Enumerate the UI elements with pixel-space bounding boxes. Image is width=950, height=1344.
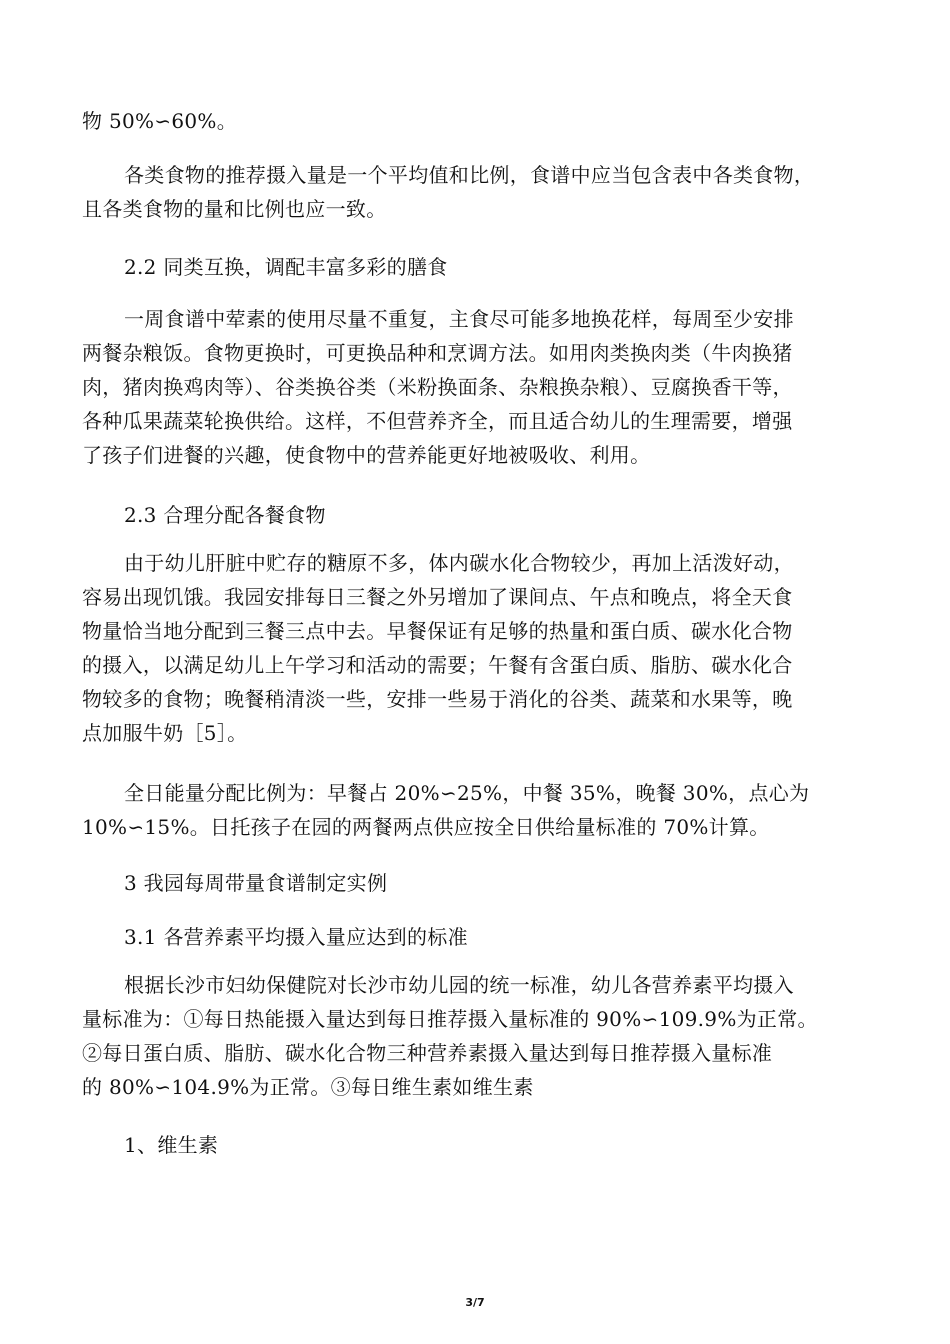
section-heading-2-3: 2.3 合理分配各餐食物: [124, 503, 326, 527]
section-heading-2-2: 2.2 同类互换，调配丰富多彩的膳食: [124, 255, 448, 279]
paragraph-food-intake: 各类食物的推荐摄入量是一个平均值和比例，食谱中应当包含表中各类食物， 且各类食物的量和比例也应一致。: [82, 163, 815, 221]
paragraph-energy-ratio: 全日能量分配比例为：早餐占 20%∽25%，中餐 35%，晚餐 30%，点心为 10%∽15%。日托孩子在园的两餐两点供应按全日供给量标准的 70%计算。: [82, 781, 810, 839]
section-heading-3: 3 我园每周带量食谱制定实例: [124, 871, 388, 895]
page-number: 3/7: [465, 1296, 485, 1309]
section-heading-3-1: 3.1 各营养素平均摄入量应达到的标准: [124, 925, 468, 949]
paragraph-food-swap: 一周食谱中荤素的使用尽量不重复，主食尽可能多地换花样，每周至少安排 两餐杂粮饭。食物更换时，可更换品种和烹调方法。如用肉类换肉类（牛肉换猪 肉，猪肉换鸡肉等）、谷类换谷类（米粉换面条、杂粮换杂粮）、豆腐换香干等， 各种瓜果蔬菜轮换供给。这样，不但营养齐全，而且适合幼儿的生理需要，增强 了孩子们进餐的兴趣，使食物中的营养能更好地被吸收、利用。: [82, 307, 794, 467]
paragraph-nutrient-standard: 根据长沙市妇幼保健院对长沙市幼儿园的统一标准，幼儿各营养素平均摄入 量标准为：①每日热能摄入量达到每日推荐摄入量标准的 90%∽109.9%为正常。 ②每日蛋白质、脂肪、碳水化合物三种营养素摄入量达到每日推荐摄入量标准 的 80%∽104.9%为正常。③每日维生素如维生素: [82, 973, 818, 1099]
paragraph-continuation: 物 50%∽60%。: [82, 109, 238, 133]
list-item-vitamin: 1、维生素: [124, 1133, 219, 1157]
paragraph-meal-distribution: 由于幼儿肝脏中贮存的糖原不多，体内碳水化合物较少，再加上活泼好动， 容易出现饥饿。我园安排每日三餐之外另增加了课间点、午点和晚点，将全天食 物量恰当地分配到三餐三点中去。早餐保证有足够的热量和蛋白质、碳水化合物 的摄入，以满足幼儿上午学习和活动的需要；午餐有含蛋白质、脂肪、碳水化合 物较多的食物；晚餐稍清淡一些，安排一些易于消化的谷类、蔬菜和水果等，晚 点加服牛奶［5］。: [82, 551, 794, 745]
